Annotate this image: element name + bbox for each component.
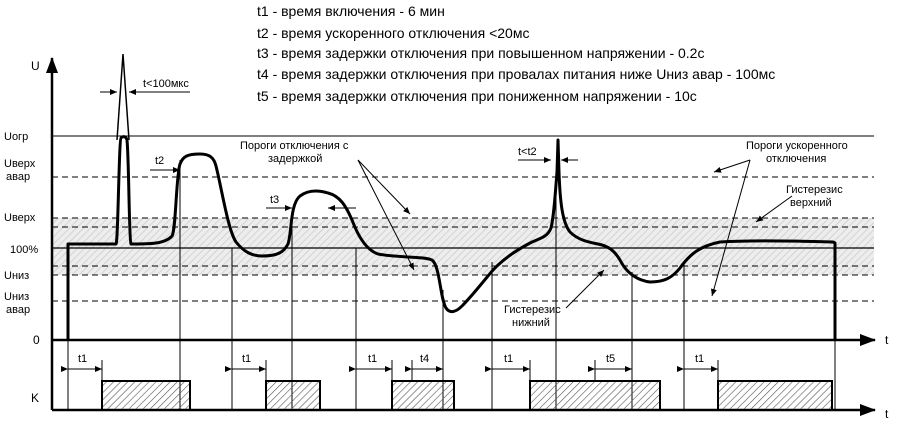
relay-pulse-5: [718, 381, 832, 410]
hysteresis-upper-label-1: Гистерезис: [786, 184, 843, 196]
level-uogr: Uогр: [4, 131, 29, 143]
legend-line-5: t5 - время задержки отключения при пониженном напряжении - 10с: [257, 88, 697, 104]
t2-label: t2: [155, 155, 165, 167]
zero-label: 0: [33, 333, 40, 347]
level-nominal: 100%: [10, 244, 39, 256]
t3-label: t3: [270, 194, 280, 206]
t-axis-label-top: t: [885, 333, 889, 347]
relay-pulse-4: [530, 381, 660, 410]
delay-thresholds-label-1: Пороги отключения с: [240, 140, 349, 152]
k-axis-label: K: [31, 391, 40, 405]
level-uverh: Uверх: [4, 212, 36, 224]
t5-label: t5: [606, 353, 616, 365]
hysteresis-upper-label-2: верхний: [790, 197, 832, 209]
t1-label-1: t1: [78, 353, 88, 365]
level-uniz-avar-2: авар: [6, 304, 31, 316]
delay-thresholds-label-2: задержкой: [268, 153, 323, 165]
level-uniz: Uниз: [4, 270, 30, 282]
hysteresis-lower-label-1: Гистерезис: [504, 304, 561, 316]
t1-label-5: t1: [695, 353, 705, 365]
legend-line-1: t1 - время включения - 6 мин: [257, 3, 445, 19]
t4-label: t4: [420, 353, 430, 365]
interval-arrows: [68, 360, 718, 381]
legend-line-4: t4 - время задержки отключения при провалах питания ниже Uниз авар - 100мс: [257, 66, 776, 82]
relay-pulse-1: [102, 381, 190, 410]
t-lt-t2-label: t<t2: [518, 146, 537, 158]
fast-thresholds-label-2: отключения: [766, 153, 827, 165]
level-uverh-avar-1: Uверх: [4, 158, 36, 170]
spike-label: t<100мкс: [143, 78, 189, 90]
u-axis-label: U: [31, 59, 40, 73]
voltage-spike: [117, 54, 129, 140]
level-uniz-avar-1: Uниз: [4, 291, 30, 303]
fast-thresholds-label-1: Пороги ускоренного: [746, 140, 848, 152]
t1-label-2: t1: [242, 353, 252, 365]
relay-pulse-3: [392, 381, 454, 410]
t1-label-4: t1: [504, 353, 514, 365]
legend-line-2: t2 - время ускоренного отключения <20мс: [257, 25, 530, 41]
t-axis-label-bottom: t: [885, 407, 889, 421]
t1-label-3: t1: [368, 353, 378, 365]
level-uverh-avar-2: авар: [6, 171, 31, 183]
hysteresis-lower-label-2: нижний: [512, 317, 550, 329]
guide-lines: [68, 160, 835, 410]
legend-line-3: t3 - время задержки отключения при повышенном напряжении - 0.2с: [257, 45, 705, 61]
relay-pulse-2: [266, 381, 320, 410]
